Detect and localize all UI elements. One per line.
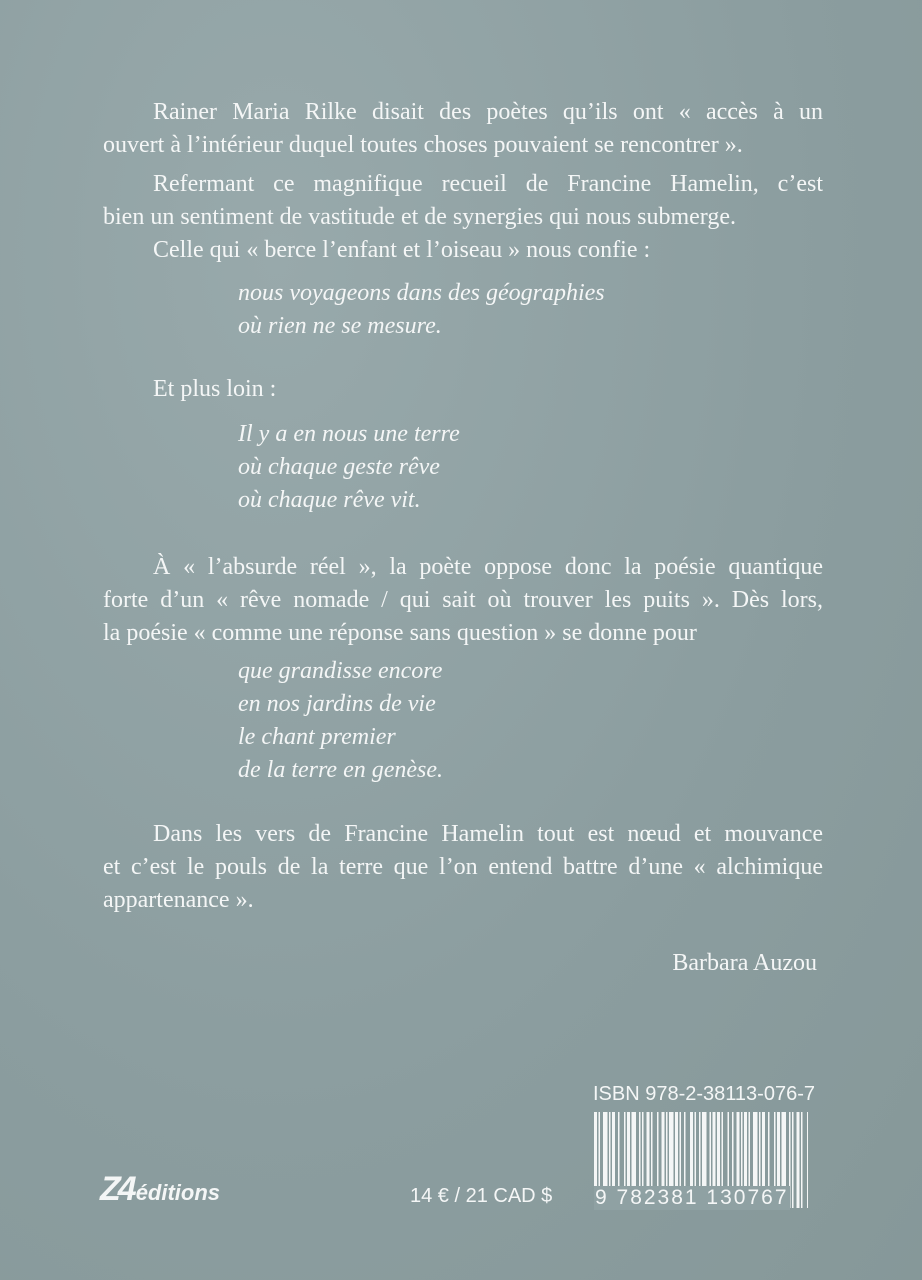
- isbn-label: ISBN 978-2-38113-076-7: [593, 1083, 815, 1105]
- text-line: À « l’absurde réel », la poète oppose donc la poésie quantique: [153, 554, 823, 580]
- paragraph-3: [103, 373, 823, 406]
- verse-line: en nos jardins de vie: [238, 691, 436, 717]
- verse-line: où rien ne se mesure.: [238, 313, 442, 339]
- publisher-mark: Z4: [100, 1170, 134, 1208]
- paragraph-4: [103, 551, 823, 650]
- price-label: 14 € / 21 CAD $: [410, 1185, 553, 1207]
- text-line: appartenance ».: [103, 887, 254, 913]
- verse-line: le chant premier: [238, 724, 396, 750]
- text-line: Et plus loin :: [153, 376, 277, 402]
- text-line: et c’est le pouls de la terre que l’on entend battre d’une « alchimique: [103, 854, 823, 880]
- text-line: Rainer Maria Rilke disait des poètes qu’ils ont « accès à un: [153, 99, 823, 125]
- verse-2: [238, 418, 460, 517]
- verse-3: [238, 655, 443, 787]
- verse-line: de la terre en genèse.: [238, 757, 444, 783]
- paragraph-2: [103, 168, 823, 267]
- author-signature: Barbara Auzou: [672, 950, 817, 976]
- verse-line: où chaque geste rêve: [238, 454, 440, 480]
- text-line: ouvert à l’intérieur duquel toutes choses pouvaient se rencontrer ».: [103, 132, 743, 158]
- text-line: forte d’un « rêve nomade / qui sait où trouver les puits ». Dès lors,: [103, 587, 823, 613]
- barcode-digits: 9 782381 130767: [595, 1186, 789, 1209]
- publisher-word: éditions: [135, 1180, 221, 1205]
- text-line: Celle qui « berce l’enfant et l’oiseau » nous confie :: [153, 237, 651, 263]
- text-line: la poésie « comme une réponse sans question » se donne pour: [103, 620, 697, 646]
- publisher-logo: [100, 1170, 220, 1209]
- verse-line: que grandisse encore: [238, 658, 443, 684]
- verse-line: nous voyageons dans des géographies: [238, 280, 605, 306]
- paragraph-5: [103, 818, 823, 917]
- text-line: Refermant ce magnifique recueil de Francine Hamelin, c’est: [153, 171, 823, 197]
- paragraph-1: [103, 96, 823, 162]
- text-line: bien un sentiment de vastitude et de synergies qui nous submerge.: [103, 204, 736, 230]
- text-line: Dans les vers de Francine Hamelin tout est nœud et mouvance: [153, 821, 823, 847]
- verse-1: [238, 277, 605, 343]
- verse-line: où chaque rêve vit.: [238, 487, 421, 513]
- verse-line: Il y a en nous une terre: [238, 421, 460, 447]
